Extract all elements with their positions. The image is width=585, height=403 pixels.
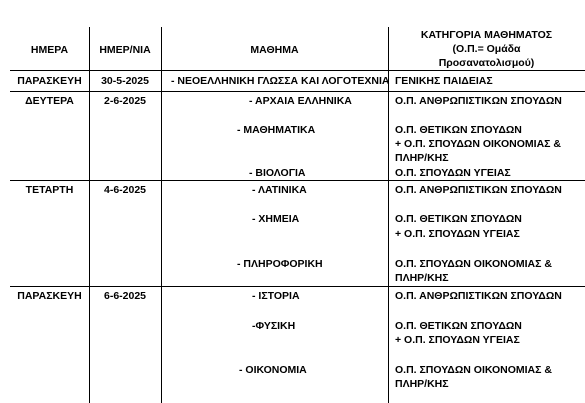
row-category: + Ο.Π. ΣΠΟΥΔΩΝ ΟΙΚΟΝΟΜΙΑΣ & [395, 138, 561, 150]
row-category: Ο.Π. ΣΠΟΥΔΩΝ ΥΓΕΙΑΣ [395, 167, 511, 179]
header-category-line2: (Ο.Π.= Ομάδα [452, 43, 521, 55]
row-divider [10, 91, 585, 92]
row-category: ΠΛΗΡ/ΚΗΣ [395, 272, 449, 284]
row-category: + Ο.Π. ΣΠΟΥΔΩΝ ΥΓΕΙΑΣ [395, 334, 520, 346]
row-category: ΠΛΗΡ/ΚΗΣ [395, 152, 449, 164]
row-day: ΔΕΥΤΕΡΑ [25, 95, 74, 107]
row-subject: - ΛΑΤΙΝΙΚΑ [252, 184, 307, 196]
header-category-line3: Προσανατολισμού) [438, 57, 535, 69]
row-divider [10, 180, 585, 181]
header-category-line1: ΚΑΤΗΓΟΡΙΑ ΜΑΘΗΜΑΤΟΣ [420, 29, 553, 41]
row-date: 6-6-2025 [103, 290, 147, 302]
row-category: Ο.Π. ΑΝΘΡΩΠΙΣΤΙΚΩΝ ΣΠΟΥΔΩΝ [395, 184, 562, 196]
row-subject: - ΠΛΗΡΟΦΟΡΙΚΗ [237, 258, 323, 270]
row-category: Ο.Π. ΣΠΟΥΔΩΝ ΟΙΚΟΝΟΜΙΑΣ & [395, 364, 552, 376]
row-category: Ο.Π. ΣΠΟΥΔΩΝ ΟΙΚΟΝΟΜΙΑΣ & [395, 258, 552, 270]
row-date: 30-5-2025 [101, 75, 149, 87]
row-subject: -ΦΥΣΙΚΗ [252, 320, 296, 332]
row-category: Ο.Π. ΘΕΤΙΚΩΝ ΣΠΟΥΔΩΝ [395, 213, 522, 225]
row-category: Ο.Π. ΘΕΤΙΚΩΝ ΣΠΟΥΔΩΝ [395, 320, 522, 332]
row-category: ΓΕΝΙΚΗΣ ΠΑΙΔΕΙΑΣ [395, 75, 493, 87]
header-date: ΗΜΕΡ/ΝΙΑ [99, 44, 151, 56]
row-subject: - ΒΙΟΛΟΓΙΑ [249, 167, 306, 179]
row-subject: - ΙΣΤΟΡΙΑ [252, 290, 300, 302]
row-subject: - ΑΡΧΑΙΑ ΕΛΛΗΝΙΚΑ [249, 95, 352, 107]
row-subject: - ΝΕΟΕΛΛΗΝΙΚΗ ΓΛΩΣΣΑ ΚΑΙ ΛΟΓΟΤΕΧΝΙΑ [171, 75, 390, 87]
row-category: Ο.Π. ΘΕΤΙΚΩΝ ΣΠΟΥΔΩΝ [395, 124, 522, 136]
row-subject: - ΜΑΘΗΜΑΤΙΚΑ [237, 124, 316, 136]
header-day: ΗΜΕΡΑ [30, 44, 69, 56]
row-subject: - ΟΙΚΟΝΟΜΙΑ [239, 364, 307, 376]
row-day: ΠΑΡΑΣΚΕΥΗ [17, 75, 82, 87]
row-date: 4-6-2025 [103, 184, 147, 196]
row-day: ΤΕΤΑΡΤΗ [25, 184, 74, 196]
column-divider [161, 27, 162, 403]
row-divider [10, 286, 585, 287]
row-subject: - ΧΗΜΕΙΑ [252, 213, 300, 225]
header-subject: ΜΑΘΗΜΑ [250, 44, 299, 56]
row-category: + Ο.Π. ΣΠΟΥΔΩΝ ΥΓΕΙΑΣ [395, 228, 520, 240]
row-date: 2-6-2025 [103, 95, 147, 107]
row-category: Ο.Π. ΑΝΘΡΩΠΙΣΤΙΚΩΝ ΣΠΟΥΔΩΝ [395, 290, 562, 302]
row-divider [10, 70, 585, 71]
row-category: ΠΛΗΡ/ΚΗΣ [395, 378, 449, 390]
row-day: ΠΑΡΑΣΚΕΥΗ [17, 290, 82, 302]
row-category: Ο.Π. ΑΝΘΡΩΠΙΣΤΙΚΩΝ ΣΠΟΥΔΩΝ [395, 95, 562, 107]
